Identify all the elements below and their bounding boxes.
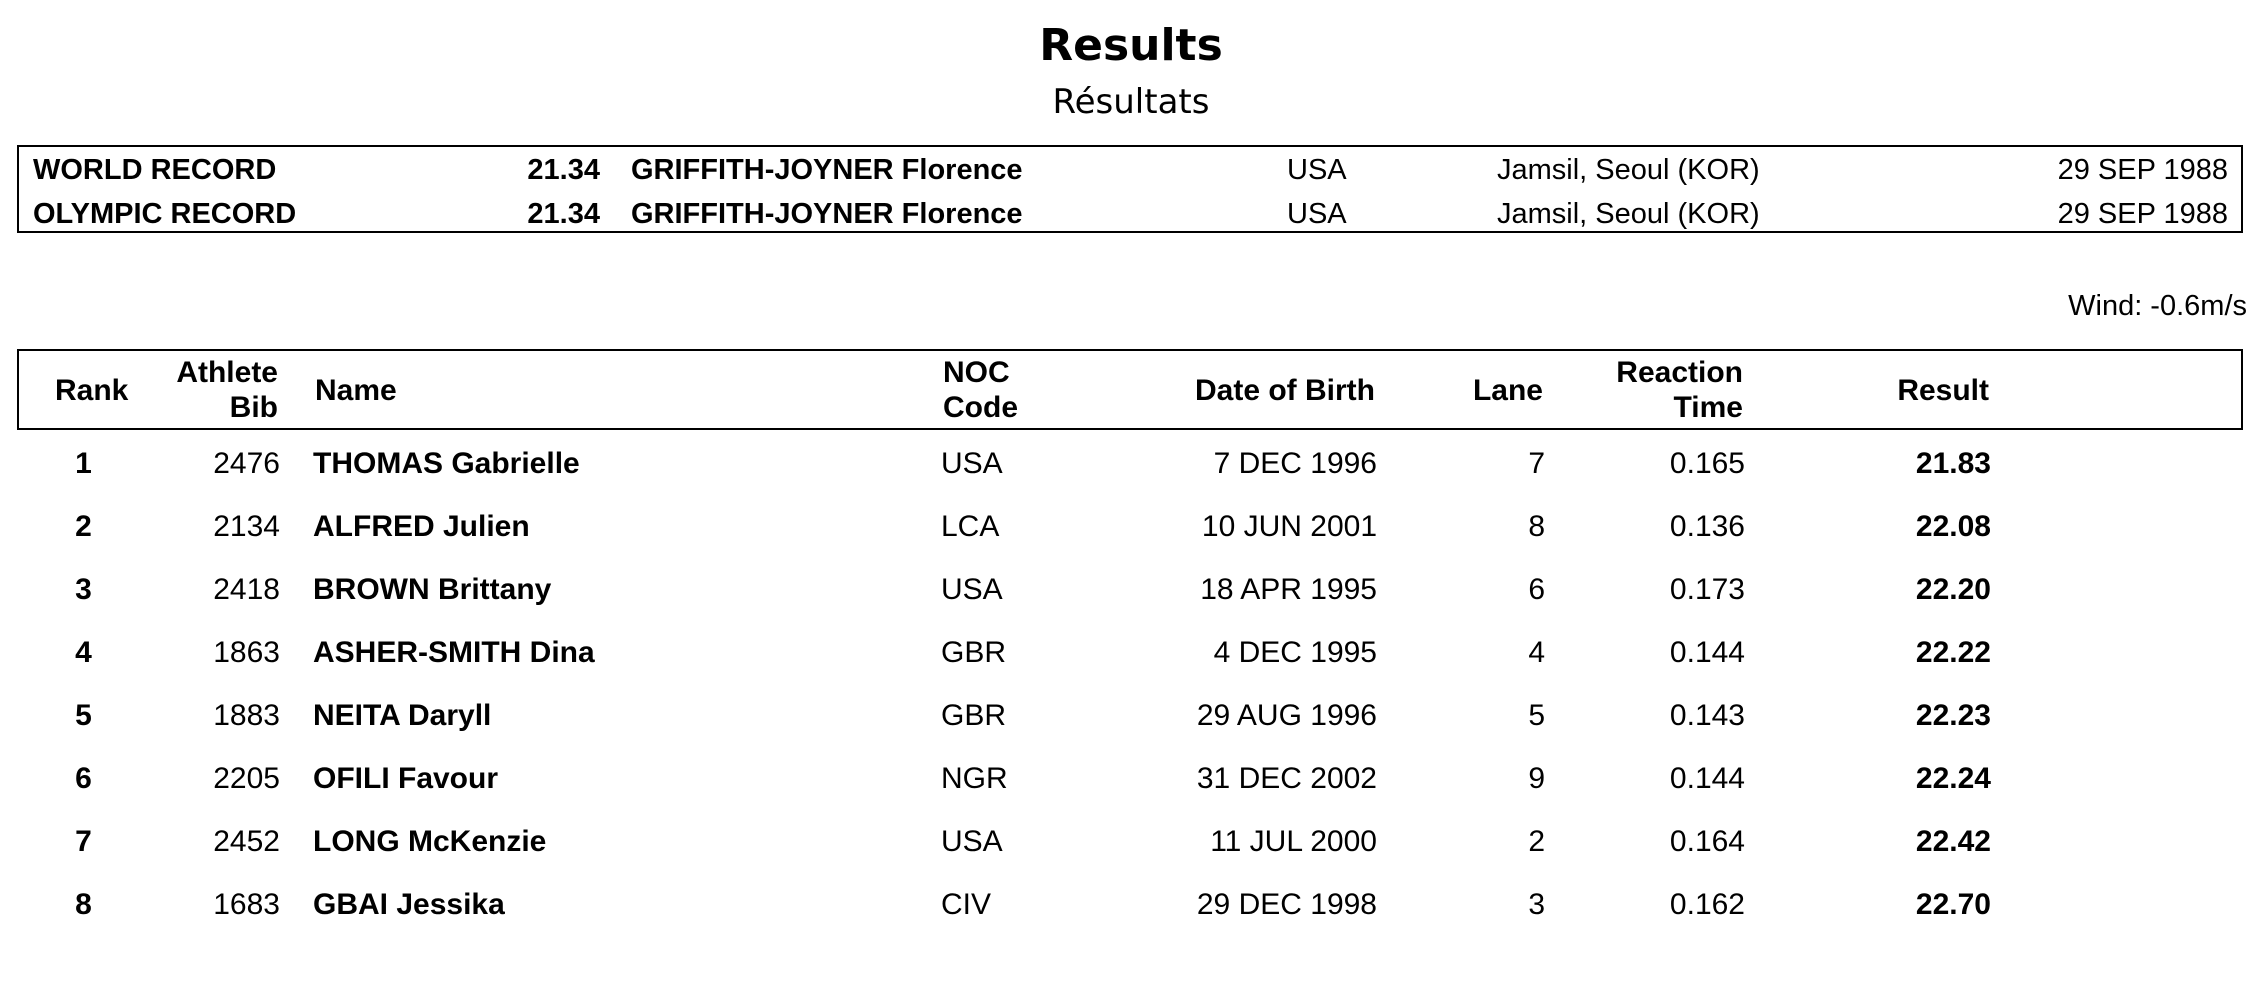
lane-cell: 2 bbox=[1528, 825, 1545, 858]
noc-cell: USA bbox=[941, 825, 1003, 858]
noc-cell: GBR bbox=[941, 699, 1007, 732]
column-header-reaction bbox=[1616, 355, 1743, 425]
column-header-reaction-line1: Reaction bbox=[1616, 356, 1743, 389]
table-row bbox=[17, 684, 2243, 747]
lane-cell: 5 bbox=[1528, 699, 1545, 732]
table-row bbox=[17, 873, 2243, 936]
rank-cell: 1 bbox=[75, 447, 92, 480]
column-header-noc-line1: NOC bbox=[943, 356, 1010, 389]
noc-cell: NGR bbox=[941, 762, 1008, 795]
wind-reading: Wind: -0.6m/s bbox=[2068, 290, 2247, 322]
record-holder-name: GRIFFITH-JOYNER Florence bbox=[631, 198, 1023, 230]
rank-cell: 2 bbox=[75, 510, 92, 543]
record-label: WORLD RECORD bbox=[33, 154, 277, 186]
bib-cell: 1883 bbox=[213, 699, 280, 732]
noc-cell: USA bbox=[941, 447, 1003, 480]
dob-cell: 29 DEC 1998 bbox=[1196, 888, 1377, 921]
lane-cell: 4 bbox=[1528, 636, 1545, 669]
bib-cell: 1683 bbox=[213, 888, 280, 921]
dob-cell: 31 DEC 2002 bbox=[1196, 762, 1377, 795]
reaction-cell: 0.162 bbox=[1669, 888, 1745, 921]
world-record-row bbox=[19, 148, 2241, 192]
record-date: 29 SEP 1988 bbox=[2057, 198, 2228, 230]
noc-cell: USA bbox=[941, 573, 1003, 606]
record-result: 21.34 bbox=[527, 198, 600, 230]
athlete-name-cell: ALFRED Julien bbox=[313, 510, 530, 543]
page-title: Results bbox=[1039, 20, 1223, 71]
athlete-name-cell: NEITA Daryll bbox=[313, 699, 492, 732]
result-cell: 22.22 bbox=[1915, 636, 1991, 669]
athlete-name-cell: LONG McKenzie bbox=[313, 825, 547, 858]
table-row bbox=[17, 621, 2243, 684]
table-row bbox=[17, 810, 2243, 873]
athlete-name-cell: THOMAS Gabrielle bbox=[313, 447, 580, 480]
dob-cell: 4 DEC 1995 bbox=[1213, 636, 1377, 669]
reaction-cell: 0.136 bbox=[1669, 510, 1745, 543]
bib-cell: 2452 bbox=[213, 825, 280, 858]
lane-cell: 8 bbox=[1528, 510, 1545, 543]
bib-cell: 2205 bbox=[213, 762, 280, 795]
rank-cell: 6 bbox=[75, 762, 92, 795]
table-row bbox=[17, 747, 2243, 810]
bib-cell: 2418 bbox=[213, 573, 280, 606]
column-header-bib-line2: Bib bbox=[229, 391, 278, 424]
column-header-noc bbox=[943, 355, 1018, 425]
rank-cell: 4 bbox=[75, 636, 92, 669]
result-cell: 22.20 bbox=[1915, 573, 1991, 606]
column-header-reaction-line2: Time bbox=[1673, 391, 1743, 424]
column-header-lane: Lane bbox=[1472, 374, 1543, 407]
reaction-cell: 0.173 bbox=[1669, 573, 1745, 606]
table-row bbox=[17, 495, 2243, 558]
rank-cell: 5 bbox=[75, 699, 92, 732]
lane-cell: 7 bbox=[1528, 447, 1545, 480]
reaction-cell: 0.144 bbox=[1669, 762, 1745, 795]
athlete-name-cell: BROWN Brittany bbox=[313, 573, 552, 606]
athlete-name-cell: GBAI Jessika bbox=[313, 888, 505, 921]
result-cell: 22.70 bbox=[1915, 888, 1991, 921]
dob-cell: 10 JUN 2001 bbox=[1201, 510, 1377, 543]
results-table-body bbox=[17, 432, 2243, 936]
column-header-bib-line1: Athlete bbox=[176, 356, 278, 389]
column-header-dob: Date of Birth bbox=[1195, 374, 1375, 407]
rank-cell: 7 bbox=[75, 825, 92, 858]
table-row bbox=[17, 558, 2243, 621]
record-holder-name: GRIFFITH-JOYNER Florence bbox=[631, 154, 1023, 186]
reaction-cell: 0.143 bbox=[1669, 699, 1745, 732]
record-noc: USA bbox=[1287, 154, 1347, 186]
reaction-cell: 0.164 bbox=[1669, 825, 1745, 858]
result-cell: 22.24 bbox=[1915, 762, 1991, 795]
rank-cell: 3 bbox=[75, 573, 92, 606]
column-header-rank: Rank bbox=[55, 374, 129, 407]
noc-cell: CIV bbox=[941, 888, 992, 921]
lane-cell: 6 bbox=[1528, 573, 1545, 606]
record-label: OLYMPIC RECORD bbox=[33, 198, 297, 230]
result-cell: 22.08 bbox=[1915, 510, 1991, 543]
record-result: 21.34 bbox=[527, 154, 600, 186]
reaction-cell: 0.165 bbox=[1669, 447, 1745, 480]
noc-cell: LCA bbox=[941, 510, 1000, 543]
result-cell: 22.42 bbox=[1915, 825, 1991, 858]
dob-cell: 18 APR 1995 bbox=[1200, 573, 1377, 606]
reaction-cell: 0.144 bbox=[1669, 636, 1745, 669]
column-header-name: Name bbox=[315, 374, 397, 407]
record-noc: USA bbox=[1287, 198, 1347, 230]
lane-cell: 3 bbox=[1528, 888, 1545, 921]
result-cell: 21.83 bbox=[1915, 447, 1991, 480]
dob-cell: 29 AUG 1996 bbox=[1196, 699, 1377, 732]
bib-cell: 2134 bbox=[213, 510, 280, 543]
page-subtitle: Résultats bbox=[1052, 82, 1210, 122]
result-cell: 22.23 bbox=[1915, 699, 1991, 732]
table-row bbox=[17, 432, 2243, 495]
column-header-noc-line2: Code bbox=[943, 391, 1018, 424]
record-venue: Jamsil, Seoul (KOR) bbox=[1497, 154, 1760, 186]
bib-cell: 1863 bbox=[213, 636, 280, 669]
record-date: 29 SEP 1988 bbox=[2057, 154, 2228, 186]
athlete-name-cell: OFILI Favour bbox=[313, 762, 499, 795]
lane-cell: 9 bbox=[1528, 762, 1545, 795]
column-header-bib bbox=[176, 355, 278, 425]
olympic-record-row bbox=[19, 192, 2241, 236]
record-venue: Jamsil, Seoul (KOR) bbox=[1497, 198, 1760, 230]
results-table-header bbox=[17, 349, 2243, 430]
noc-cell: GBR bbox=[941, 636, 1007, 669]
records-box bbox=[17, 145, 2243, 233]
bib-cell: 2476 bbox=[213, 447, 280, 480]
rank-cell: 8 bbox=[75, 888, 92, 921]
dob-cell: 7 DEC 1996 bbox=[1213, 447, 1377, 480]
dob-cell: 11 JUL 2000 bbox=[1210, 825, 1377, 858]
athlete-name-cell: ASHER-SMITH Dina bbox=[313, 636, 595, 669]
column-header-result: Result bbox=[1897, 374, 1989, 407]
